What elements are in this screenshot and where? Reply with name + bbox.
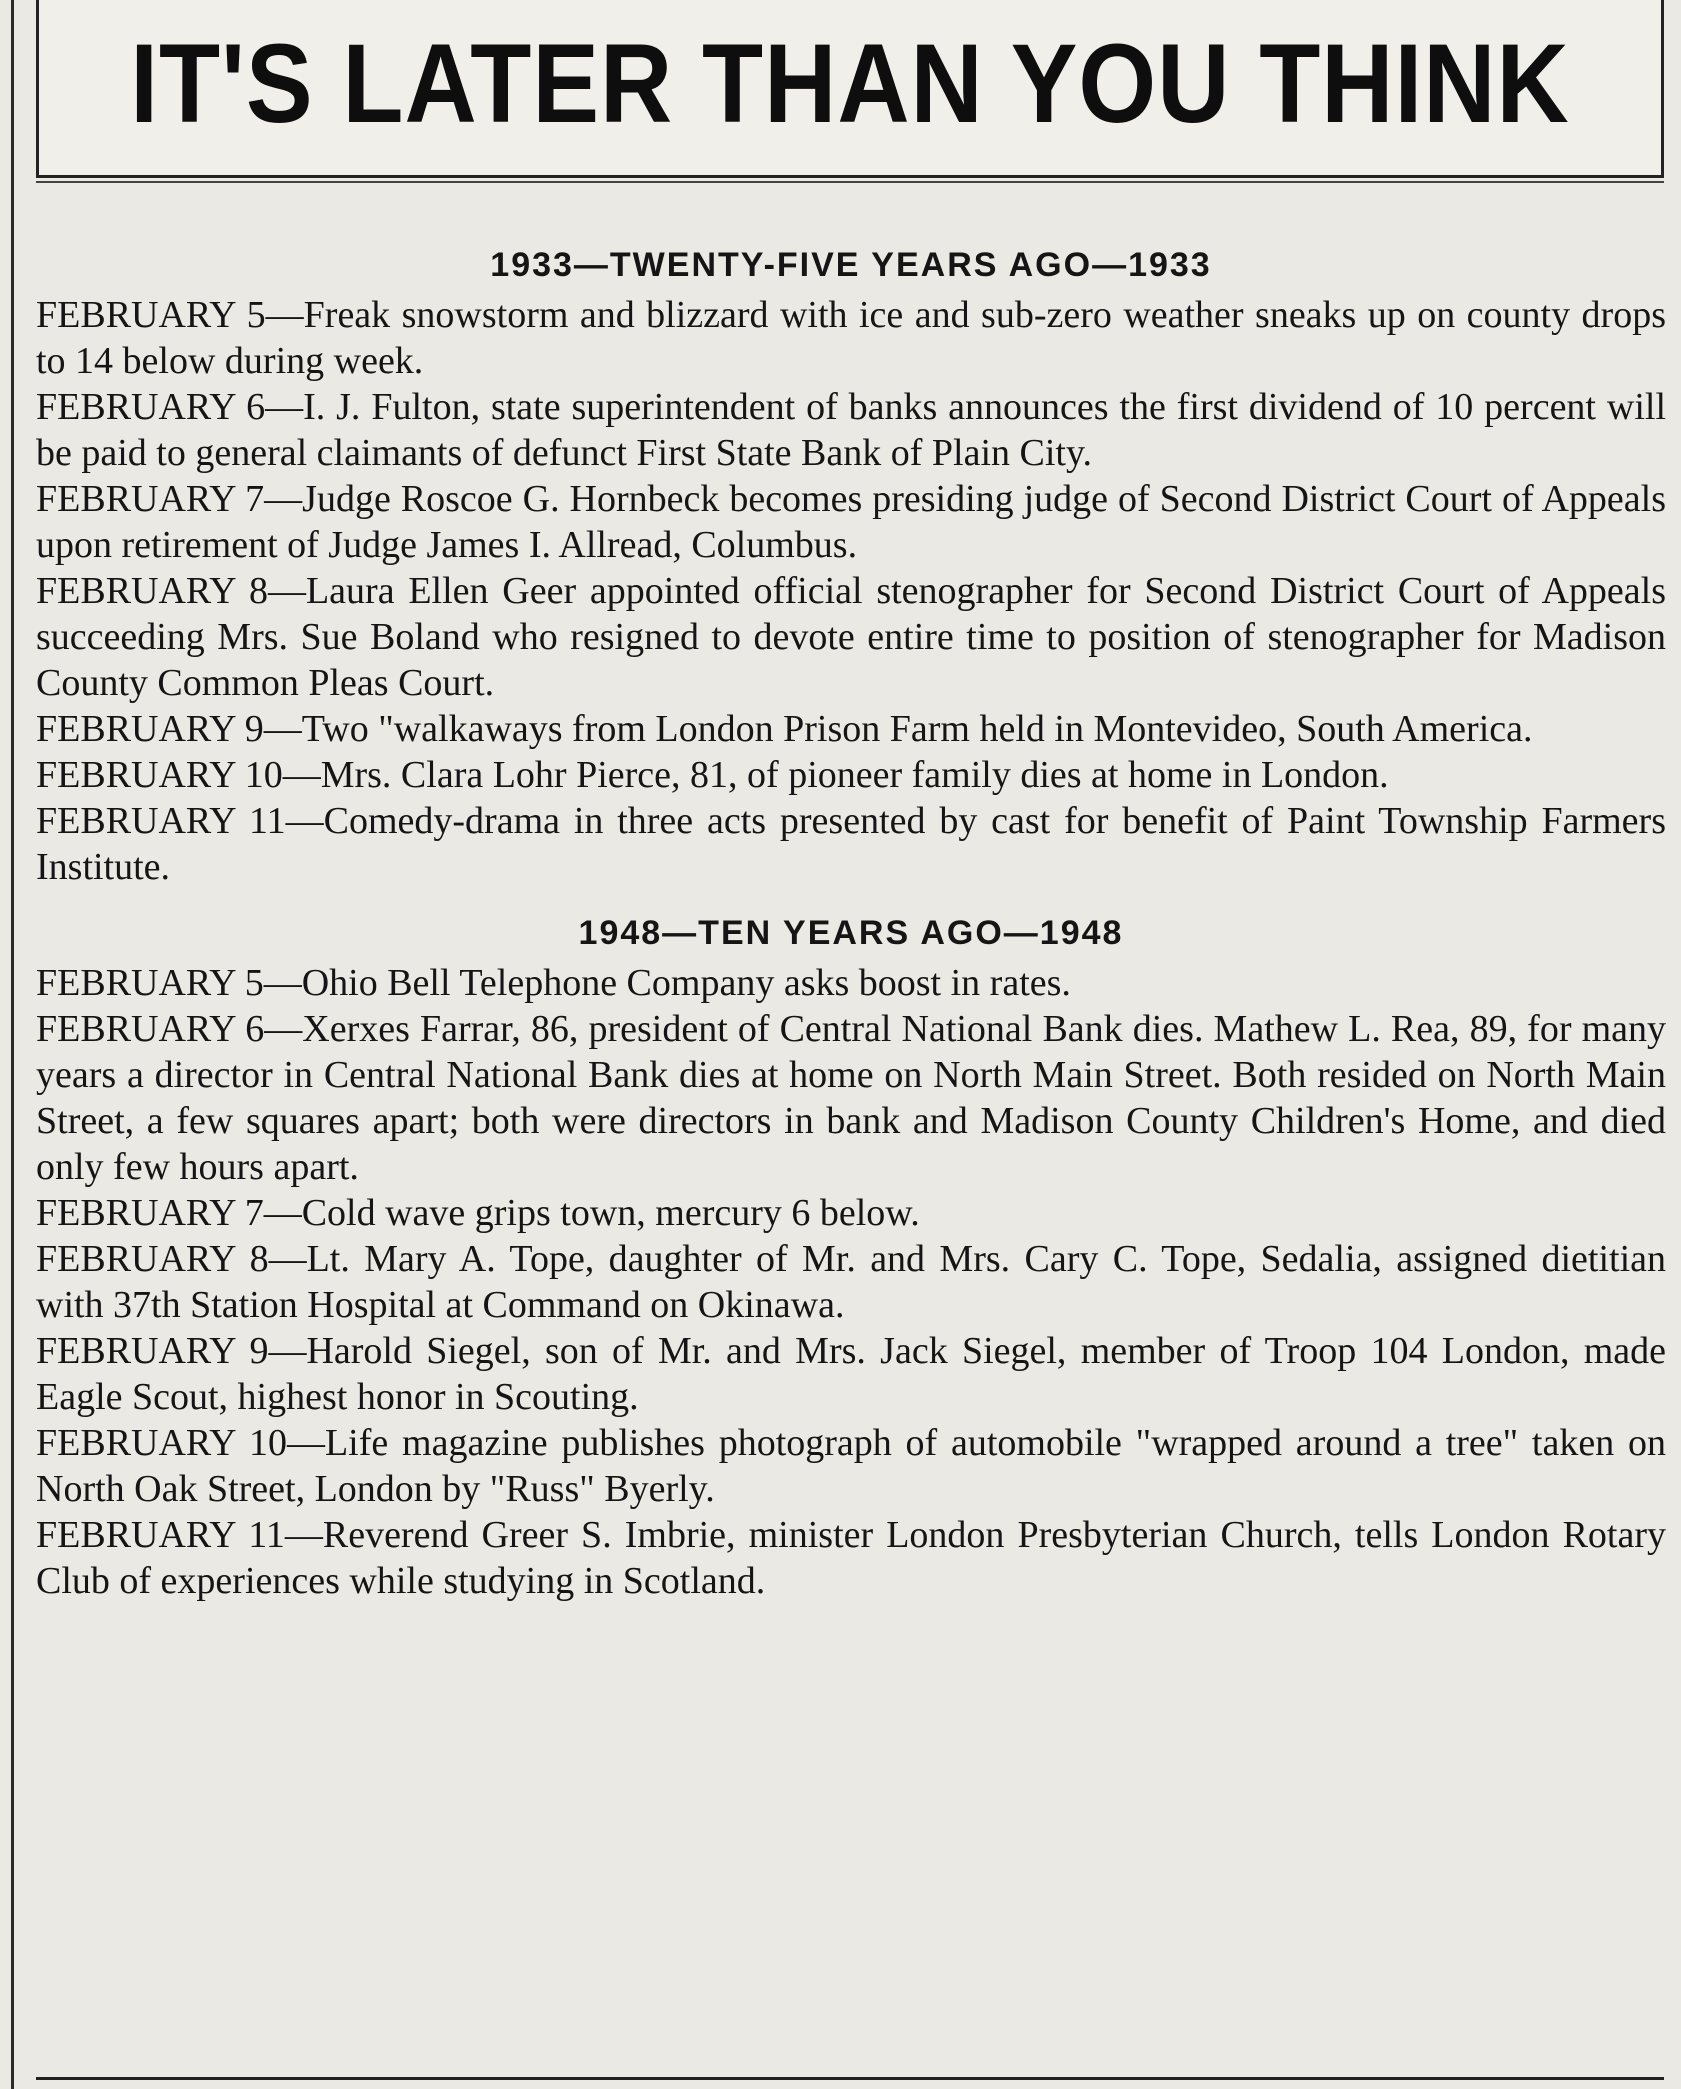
entry-item: FEBRUARY 9—Two "walkaways from London Prison Farm held in Montevideo, South America. (36, 708, 1533, 750)
entry-item: FEBRUARY 8—Lt. Mary A. Tope, daughter of Mr. and Mrs. Cary C. Tope, Sedalia, assigned dietitian with 37th Station Hospital at Command on Okinawa. (36, 1238, 1666, 1326)
masthead-underline (36, 181, 1664, 183)
article-column (36, 240, 1666, 1604)
entry-item: FEBRUARY 7—Cold wave grips town, mercury 6 below. (36, 1192, 920, 1234)
entry-item: FEBRUARY 7—Judge Roscoe G. Hornbeck becomes presiding judge of Second District Court of Appeals upon retirement of Judge James I. Allread, Columbus. (36, 478, 1666, 566)
entry-item: FEBRUARY 8—Laura Ellen Geer appointed official stenographer for Second District Court of Appeals succeeding Mrs. Sue Boland who resigned to devote entire time to position of stenographer for Madison County Common Pleas Court. (36, 570, 1666, 704)
footer-rule (36, 2077, 1664, 2080)
entry-item: FEBRUARY 10—Life magazine publishes photograph of automobile "wrapped around a tree" taken on North Oak Street, London by "Russ" Byerly. (36, 1422, 1666, 1510)
entry-item: FEBRUARY 11—Comedy-drama in three acts presented by cast for benefit of Paint Township Farmers Institute. (36, 800, 1666, 888)
column-rule (11, 0, 14, 2089)
section-1948 (36, 908, 1666, 1604)
entry-item: FEBRUARY 5—Freak snowstorm and blizzard with ice and sub-zero weather sneaks up on county drops to 14 below during week. (36, 294, 1666, 382)
section-1933 (36, 240, 1666, 890)
entry-item: FEBRUARY 6—Xerxes Farrar, 86, president of Central National Bank dies. Mathew L. Rea, 89, for many years a director in Central National Bank dies at home on North Main Street. Both resided on North Main Street, a few squares apart; both were directors in bank and Madison County Children's Home, and died only few hours apart. (36, 1008, 1666, 1188)
entry-item: FEBRUARY 5—Ohio Bell Telephone Company asks boost in rates. (36, 962, 1071, 1004)
entry-item: FEBRUARY 6—I. J. Fulton, state superintendent of banks announces the first dividend of 10 percent will be paid to general claimants of defunct First State Bank of Plain City. (36, 386, 1666, 474)
entry-item: FEBRUARY 10—Mrs. Clara Lohr Pierce, 81, of pioneer family dies at home in London. (36, 754, 1389, 796)
masthead-title: IT'S LATER THAN YOU THINK (130, 21, 1570, 147)
masthead-box (36, 0, 1664, 178)
section-heading: 1933—TWENTY-FIVE YEARS AGO—1933 (490, 246, 1212, 284)
entry-item: FEBRUARY 11—Reverend Greer S. Imbrie, minister London Presbyterian Church, tells London Rotary Club of experiences while studying in Scotland. (36, 1514, 1666, 1602)
entry-item: FEBRUARY 9—Harold Siegel, son of Mr. and Mrs. Jack Siegel, member of Troop 104 London, made Eagle Scout, highest honor in Scouting. (36, 1330, 1666, 1418)
section-heading: 1948—TEN YEARS AGO—1948 (578, 914, 1124, 952)
